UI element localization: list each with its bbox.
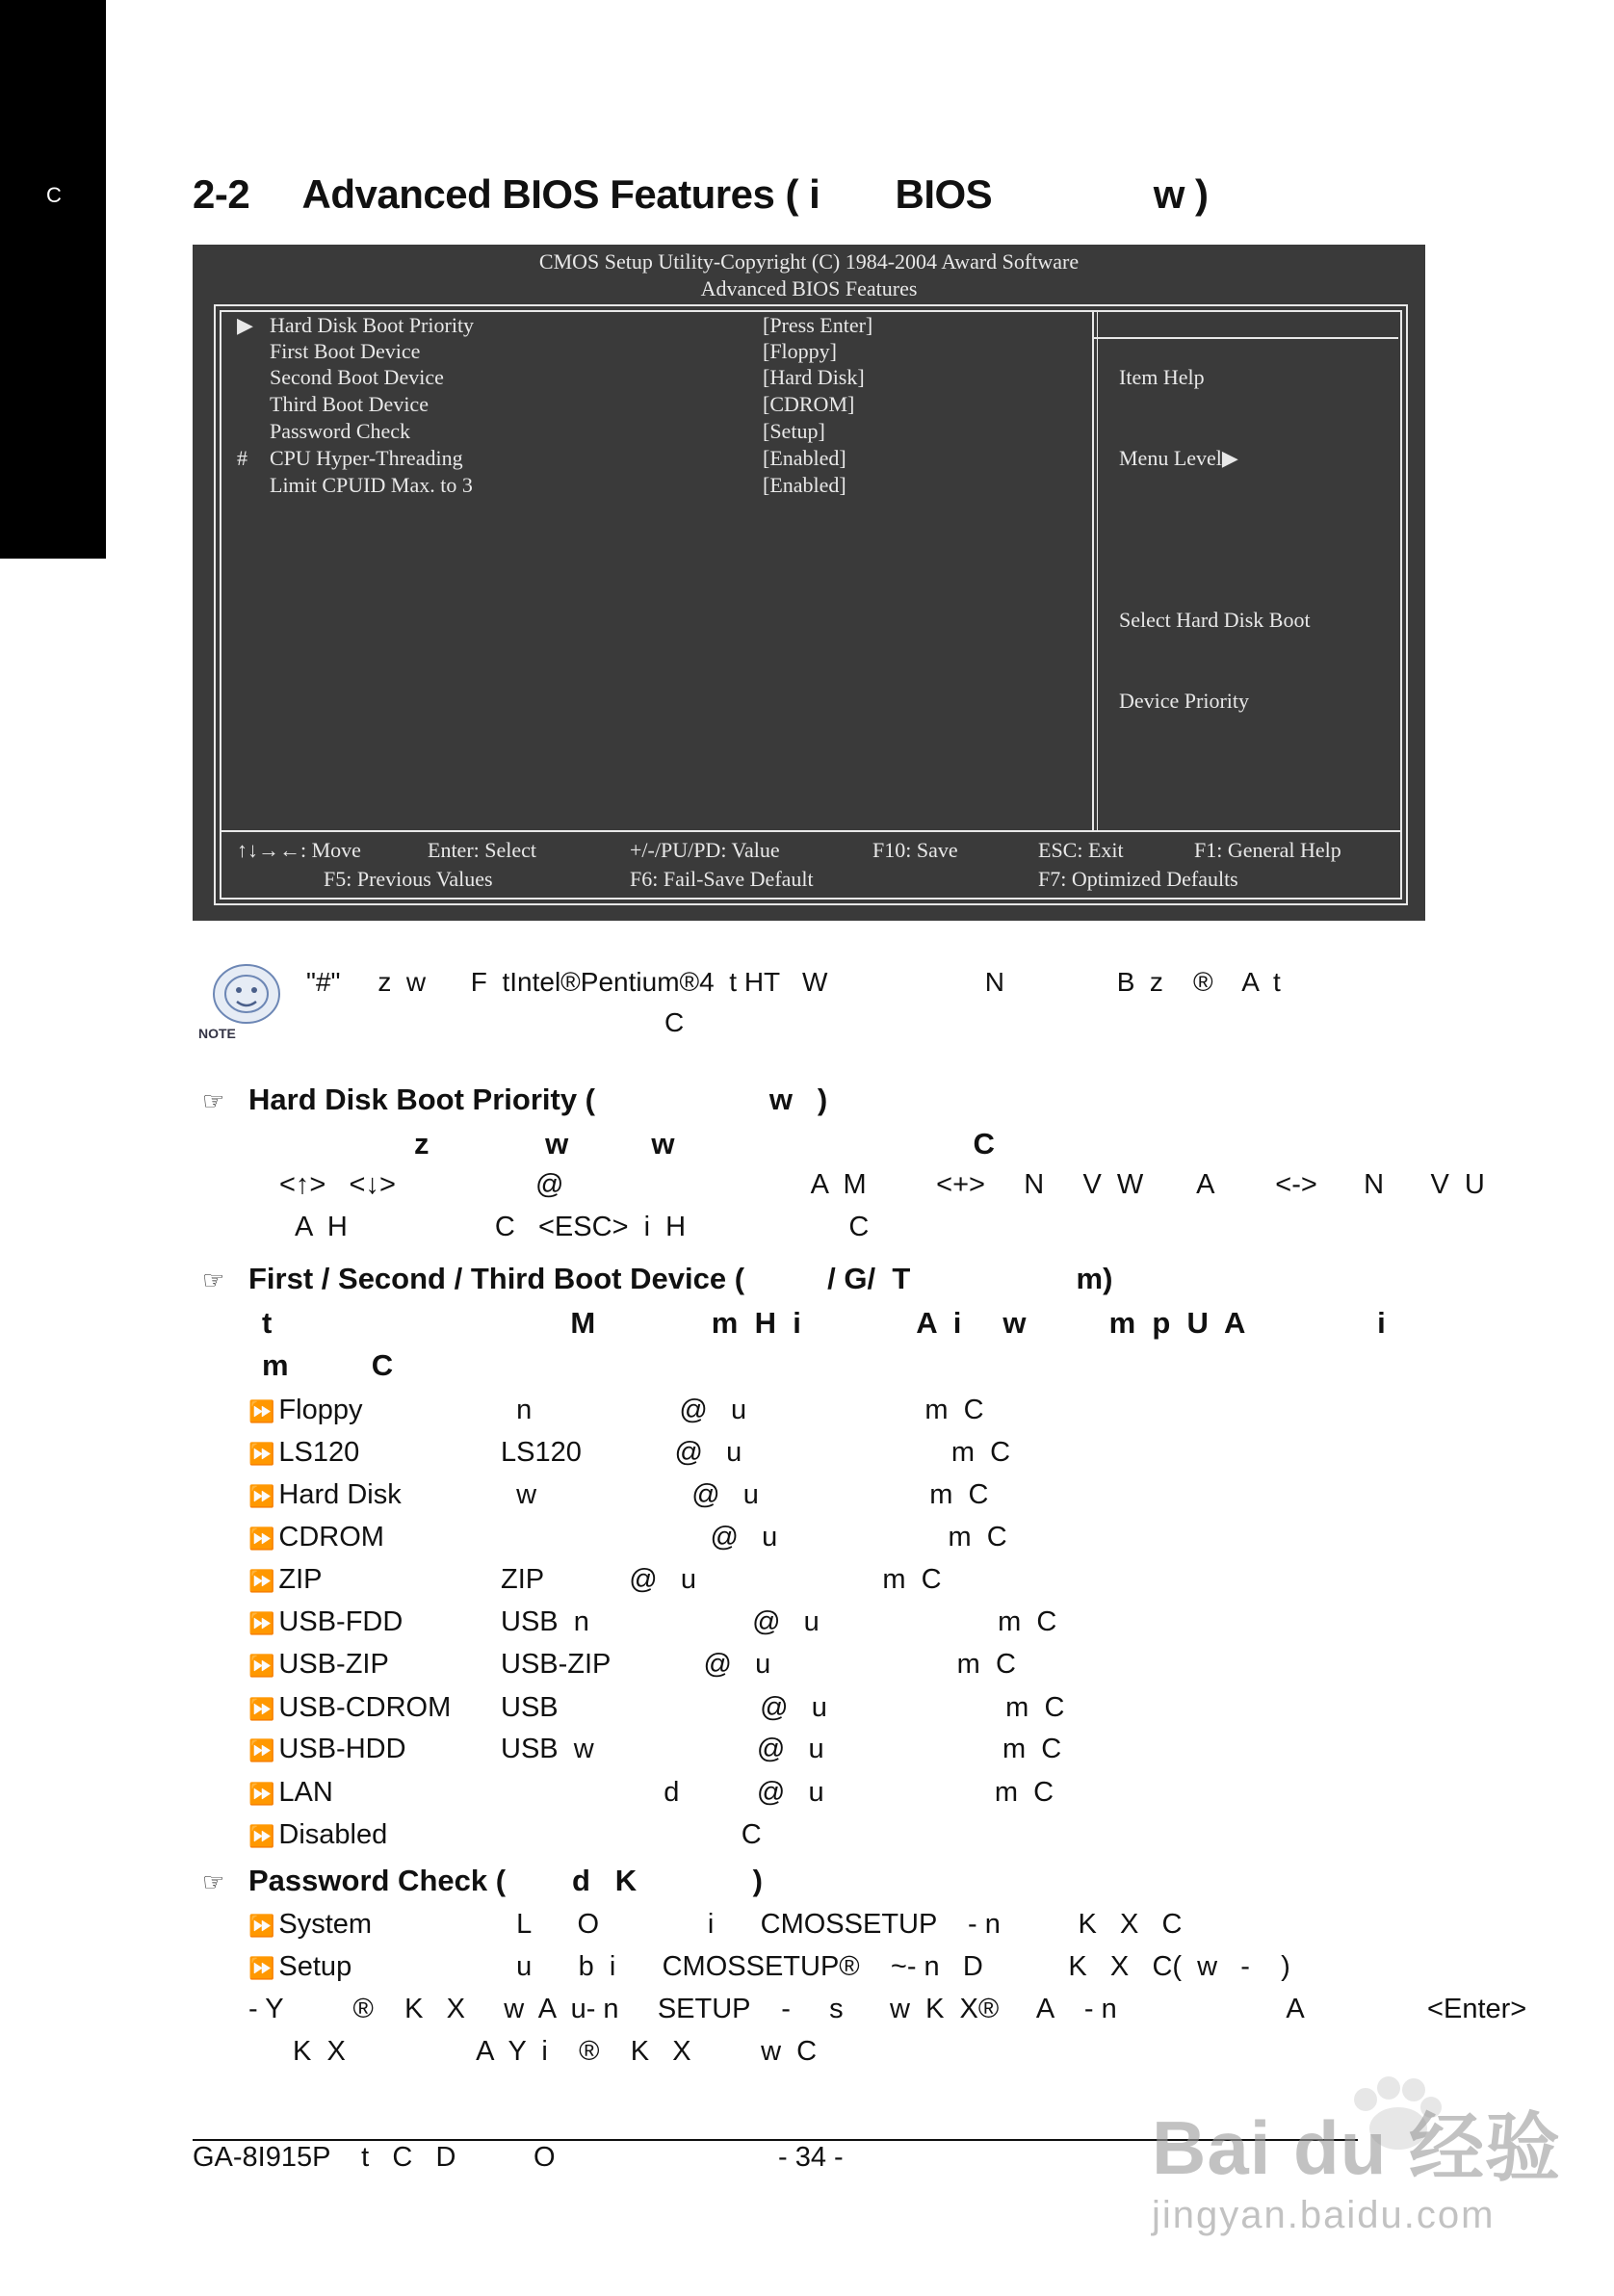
pointing-hand-icon: ☞ (202, 1265, 225, 1294)
hdd-priority-esc-text: A H C <ESC> i H C (295, 1212, 870, 1242)
note-icon-label: NOTE (198, 1026, 236, 1040)
bios-footer-rule (220, 830, 1400, 832)
bios-help-text: Device Priority (1119, 689, 1250, 713)
double-arrow-icon: ⏩ (248, 1611, 275, 1635)
bios-header-copyright: CMOS Setup Utility-Copyright (C) 1984-2004 Award Software (538, 249, 1080, 274)
boot-option-disabled: ⏩ Disabled C (248, 1819, 762, 1850)
boot-option-usb-zip: ⏩ USB-ZIP USB-ZIP @ u m C (248, 1649, 1016, 1680)
double-arrow-icon: ⏩ (248, 1738, 275, 1762)
bios-item-label: CPU Hyper-Threading (270, 446, 463, 470)
double-arrow-icon: ⏩ (248, 1526, 275, 1551)
boot-option-usb-cdrom: ⏩ USB-CDROM USB @ u m C (248, 1692, 1065, 1723)
bios-item-value[interactable]: [CDROM] (763, 392, 855, 416)
bios-item-marker: # (237, 446, 247, 470)
bios-item-value[interactable]: [Enabled] (763, 446, 846, 470)
double-arrow-icon: ⏩ (248, 1569, 275, 1593)
bios-item-label: Limit CPUID Max. to 3 (270, 473, 473, 497)
bios-item-label: Third Boot Device (270, 392, 429, 416)
submenu-arrow-icon: ▶ (237, 313, 253, 337)
note-icon (196, 957, 289, 1040)
double-arrow-icon: ⏩ (248, 1442, 275, 1466)
heading-boot-device: ☞ First / Second / Third Boot Device ( / G/ T m) (202, 1262, 1113, 1295)
boot-option-hard-disk: ⏩ Hard Disk w @ u m C (248, 1479, 989, 1510)
boot-option-usb-hdd: ⏩ USB-HDD USB w @ u m C (248, 1734, 1062, 1764)
double-arrow-icon: ⏩ (248, 1654, 275, 1678)
heading-password-check: ☞ Password Check ( d K ) (202, 1864, 764, 1897)
double-arrow-icon: ⏩ (248, 1484, 275, 1508)
bios-header-page-title: Advanced BIOS Features (700, 276, 918, 300)
bios-key-f10: F10: Save (872, 838, 958, 862)
heading-hard-disk-boot-priority: ☞ Hard Disk Boot Priority ( w ) (202, 1083, 828, 1116)
watermark-brand: Bai du 经验 (1152, 2105, 1562, 2190)
bios-item-label: Hard Disk Boot Priority (270, 313, 475, 337)
password-check-note: - Y ® K X w A u- n SETUP - s w K X® A - n A <Enter> (248, 1994, 1527, 2024)
chapter-side-tab-letter: C (46, 183, 62, 207)
bios-item-value[interactable]: [Setup] (763, 419, 825, 443)
pointing-hand-icon: ☞ (202, 1086, 225, 1115)
bios-key-enter: Enter: Select (428, 838, 537, 862)
bios-help-menu-level: Menu Level▶ (1119, 446, 1238, 470)
bios-key-f6: F6: Fail-Save Default (630, 867, 814, 891)
bios-key-value: +/-/PU/PD: Value (630, 838, 780, 862)
note-text-continued: C (664, 1007, 685, 1037)
chapter-side-tab (0, 0, 106, 559)
bios-screenshot (193, 245, 1425, 921)
bios-item-value[interactable]: [Hard Disk] (763, 365, 865, 389)
bios-help-divider-inner (1097, 312, 1098, 832)
bios-item-value[interactable]: [Floppy] (763, 339, 837, 363)
bios-item-label: First Boot Device (270, 339, 421, 363)
bios-key-f5: F5: Previous Values (324, 867, 493, 891)
note-text: "#" z w F tIntel®Pentium®4 t HT W N B z ® A t (306, 967, 1281, 997)
bios-key-f1: F1: General Help (1194, 838, 1341, 862)
bios-key-move: ↑↓→←: Move (237, 838, 361, 862)
double-arrow-icon: ⏩ (248, 1782, 275, 1806)
boot-device-description: t M m H i A i w m p U A i (262, 1306, 1386, 1340)
boot-device-description-continued: m C (262, 1348, 394, 1382)
password-check-note-continued: K X A Y i ® K X w C (293, 2036, 818, 2067)
password-option-setup: ⏩ Setup u b i CMOSSETUP® ~- n D K X C( w - ) (248, 1951, 1290, 1982)
boot-option-floppy: ⏩ Floppy n @ u m C (248, 1395, 984, 1425)
bios-help-title: Item Help (1119, 365, 1205, 389)
boot-option-zip: ⏩ ZIP ZIP @ u m C (248, 1564, 942, 1595)
pointing-hand-icon: ☞ (202, 1867, 225, 1896)
double-arrow-icon: ⏩ (248, 1956, 275, 1980)
bios-key-f7: F7: Optimized Defaults (1038, 867, 1238, 891)
page-number: - 34 - (778, 2142, 844, 2173)
hdd-priority-keys-text: <↑> <↓> @ A M <+> N V W A <-> N V U (279, 1169, 1485, 1200)
bios-help-divider (1092, 312, 1094, 832)
boot-option-cdrom: ⏩ CDROM @ u m C (248, 1522, 1007, 1552)
boot-option-lan: ⏩ LAN d @ u m C (248, 1777, 1054, 1808)
watermark-url: jingyan.baidu.com (1152, 2194, 1496, 2236)
double-arrow-icon: ⏩ (248, 1697, 275, 1721)
bios-key-esc: ESC: Exit (1038, 838, 1124, 862)
section-title: 2-2 Advanced BIOS Features ( i BIOS w ) (193, 171, 1209, 217)
double-arrow-icon: ⏩ (248, 1914, 275, 1938)
bios-item-value[interactable]: [Enabled] (763, 473, 846, 497)
bios-item-help-panel (1119, 310, 1311, 769)
boot-option-ls120: ⏩ LS120 LS120 @ u m C (248, 1437, 1011, 1468)
bios-item-label: Password Check (270, 419, 411, 443)
password-option-system: ⏩ System L O i CMOSSETUP - n K X C (248, 1909, 1183, 1940)
bios-help-text: Select Hard Disk Boot (1119, 608, 1311, 632)
bios-header (193, 248, 1425, 302)
double-arrow-icon: ⏩ (248, 1399, 275, 1423)
double-arrow-icon: ⏩ (248, 1824, 275, 1848)
hdd-priority-description: z w w C (414, 1127, 995, 1161)
bios-item-label: Second Boot Device (270, 365, 444, 389)
bios-item-value[interactable]: [Press Enter] (763, 313, 873, 337)
boot-option-usb-fdd: ⏩ USB-FDD USB n @ u m C (248, 1606, 1057, 1637)
footer-manual-title: GA-8I915P t C D O (193, 2142, 556, 2173)
